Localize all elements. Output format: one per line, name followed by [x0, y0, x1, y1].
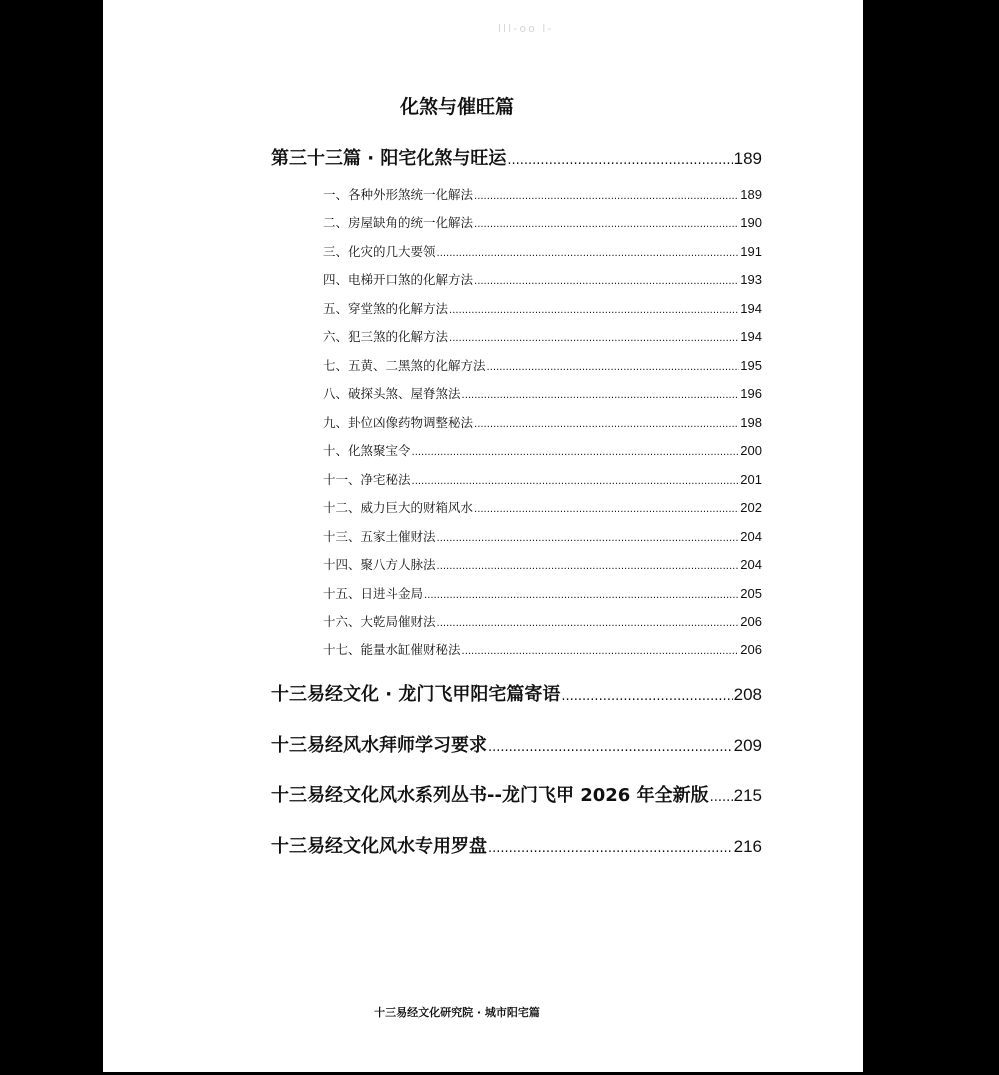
toc-item	[323, 327, 762, 345]
toc-leader-dots	[710, 790, 733, 805]
toc-item	[323, 356, 762, 374]
toc-item	[323, 470, 762, 488]
toc-item-label: 四、电梯开口煞的化解方法	[323, 272, 474, 287]
toc-item-label: 二、房屋缺角的统一化解法	[323, 215, 474, 230]
toc-item	[323, 213, 762, 231]
toc-leader-dots	[474, 276, 739, 287]
toc-leader-dots	[437, 561, 740, 572]
toc-leader-dots	[437, 618, 740, 629]
toc-page-number: 190	[740, 215, 762, 230]
toc-page-number: 201	[740, 472, 762, 487]
faint-header-mark: lll-oo l-	[498, 22, 554, 35]
toc-page-number: 193	[740, 272, 762, 287]
toc-page-number: 191	[740, 244, 762, 259]
toc-item	[323, 612, 762, 630]
toc-item-label: 一、各种外形煞统一化解法	[323, 187, 474, 202]
toc-item	[323, 441, 762, 459]
toc-item-label: 十、化煞聚宝令	[323, 443, 411, 458]
toc-item	[323, 527, 762, 545]
toc-page-number: 194	[740, 329, 762, 344]
toc-leader-dots	[437, 248, 740, 259]
toc-item-label: 十一、净宅秘法	[323, 472, 411, 487]
toc-entry-label: 十三易经风水拜师学习要求	[271, 735, 487, 756]
toc-leader-dots	[462, 390, 740, 401]
toc-entry-label: 第三十三篇 · 阳宅化煞与旺运	[271, 148, 507, 169]
toc-page-number: 205	[740, 586, 762, 601]
toc-appendix-entry	[271, 832, 762, 858]
toc-leader-dots	[449, 305, 739, 316]
toc-item	[323, 299, 762, 317]
toc-page-number: 206	[740, 642, 762, 657]
toc-page-number: 216	[733, 837, 762, 856]
toc-item-label: 五、穿堂煞的化解方法	[323, 301, 449, 316]
toc-item-label: 十二、威力巨大的财箱风水	[323, 500, 474, 515]
toc-item-label: 三、化灾的几大要领	[323, 244, 436, 259]
toc-page-number: 204	[740, 529, 762, 544]
toc-item	[323, 498, 762, 516]
toc-leader-dots	[488, 841, 733, 856]
toc-leader-dots	[412, 447, 740, 458]
toc-leader-dots	[474, 419, 739, 430]
toc-page-number: 208	[733, 685, 762, 704]
toc-leader-dots	[437, 533, 740, 544]
toc-entry-label: 十三易经文化风水专用罗盘	[271, 836, 487, 857]
toc-item	[323, 242, 762, 260]
toc-page-number: 195	[740, 358, 762, 373]
toc-item	[323, 413, 762, 431]
toc-item-label: 十五、日进斗金局	[323, 586, 424, 601]
toc-page-number: 189	[740, 187, 762, 202]
toc-page-number: 189	[733, 149, 762, 168]
toc-leader-dots	[488, 740, 733, 755]
toc-item-label: 七、五黄、二黑煞的化解方法	[323, 358, 486, 373]
toc-item-label: 八、破探头煞、屋脊煞法	[323, 386, 461, 401]
toc-item	[323, 270, 762, 288]
toc-page-number: 200	[740, 443, 762, 458]
toc-leader-dots	[487, 362, 740, 373]
toc-leader-dots	[412, 476, 740, 487]
document-page	[103, 0, 863, 1072]
toc-item	[323, 640, 762, 658]
toc-leader-dots	[507, 153, 732, 168]
toc-leader-dots	[474, 219, 739, 230]
toc-item-label: 九、卦位凶像药物调整秘法	[323, 415, 474, 430]
toc-leader-dots	[561, 689, 732, 704]
toc-page-number: 206	[740, 614, 762, 629]
toc-item	[323, 584, 762, 602]
toc-appendix-entry	[271, 781, 762, 807]
toc-chapter-entry	[271, 144, 762, 170]
toc-entry-label: 十三易经文化 · 龙门飞甲阳宅篇寄语	[271, 684, 561, 705]
toc-leader-dots	[474, 191, 739, 202]
toc-item	[323, 185, 762, 203]
toc-page-number: 198	[740, 415, 762, 430]
toc-item-label: 十三、五家土催财法	[323, 529, 436, 544]
toc-item	[323, 384, 762, 402]
toc-page-number: 204	[740, 557, 762, 572]
toc-item-label: 十四、聚八方人脉法	[323, 557, 436, 572]
page-footer: 十三易经文化研究院 · 城市阳宅篇	[374, 1006, 540, 1019]
toc-page-number: 215	[733, 786, 762, 805]
toc-page-number: 202	[740, 500, 762, 515]
toc-item	[323, 555, 762, 573]
toc-page-number: 196	[740, 386, 762, 401]
section-title: 化煞与催旺篇	[399, 96, 514, 118]
toc-page-number: 209	[733, 736, 762, 755]
toc-page-number: 194	[740, 301, 762, 316]
toc-leader-dots	[424, 590, 739, 601]
toc-leader-dots	[462, 646, 740, 657]
toc-appendix-entry	[271, 680, 762, 706]
toc-item-label: 十七、能量水缸催财秘法	[323, 642, 461, 657]
toc-leader-dots	[474, 504, 739, 515]
toc-item-label: 六、犯三煞的化解方法	[323, 329, 449, 344]
toc-item-label: 十六、大乾局催财法	[323, 614, 436, 629]
toc-appendix-entry	[271, 731, 762, 757]
toc-leader-dots	[449, 333, 739, 344]
toc-entry-label: 十三易经文化风水系列丛书--龙门飞甲 2026 年全新版	[271, 785, 709, 806]
